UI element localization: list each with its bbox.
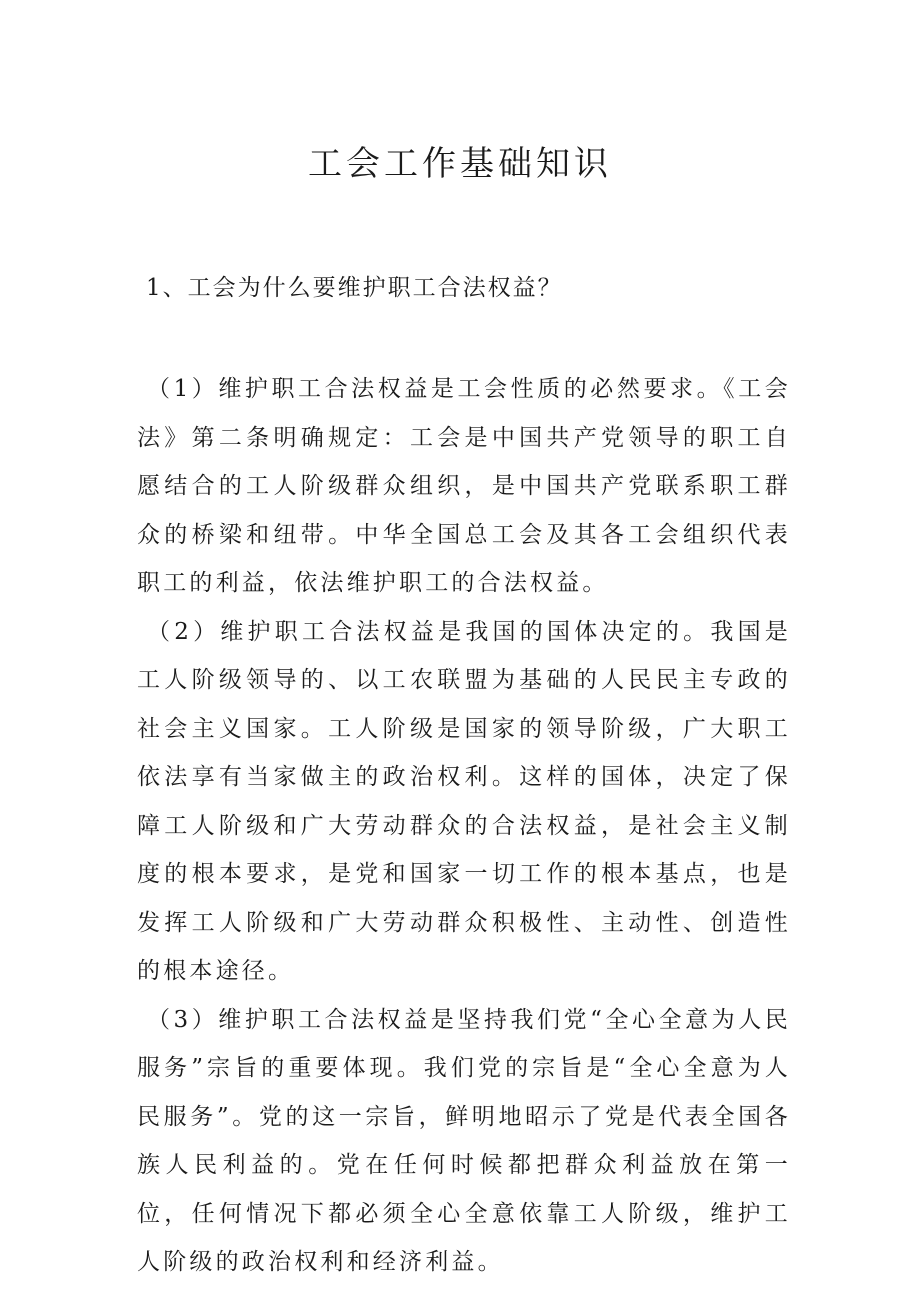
answer-body xyxy=(137,365,791,1287)
paragraph-2: （2）维护职工合法权益是我国的国体决定的。我国是工人阶级领导的、以工农联盟为基础的人民民主专政的社会主义国家。工人阶级是国家的领导阶级，广大职工依法享有当家做主的政治权利。这样的国体，决定了保障工人阶级和广大劳动群众的合法权益，是社会主义制度的根本要求，是党和国家一切工作的根本基点，也是发挥工人阶级和广大劳动群众积极性、主动性、创造性的根本途径。 xyxy=(137,618,791,984)
question-heading: 1、工会为什么要维护职工合法权益？ xyxy=(146,275,563,301)
document-title: 工会工作基础知识 xyxy=(308,144,612,184)
paragraph-3: （3）维护职工合法权益是坚持我们党“全心全意为人民服务”宗旨的重要体现。我们党的宗旨是“全心全意为人民服务”。党的这一宗旨，鲜明地昭示了党是代表全国各族人民利益的。党在任何时候都把群众利益放在第一位，任何情况下都必须全心全意依靠工人阶级，维护工人阶级的政治权利和经济利益。 xyxy=(137,1006,791,1275)
paragraph-1: （1）维护职工合法权益是工会性质的必然要求。《工会法》第二条明确规定：工会是中国共产党领导的职工自愿结合的工人阶级群众组织，是中国共产党联系职工群众的桥梁和纽带。中华全国总工会及其各工会组织代表职工的利益，依法维护职工的合法权益。 xyxy=(137,376,791,596)
